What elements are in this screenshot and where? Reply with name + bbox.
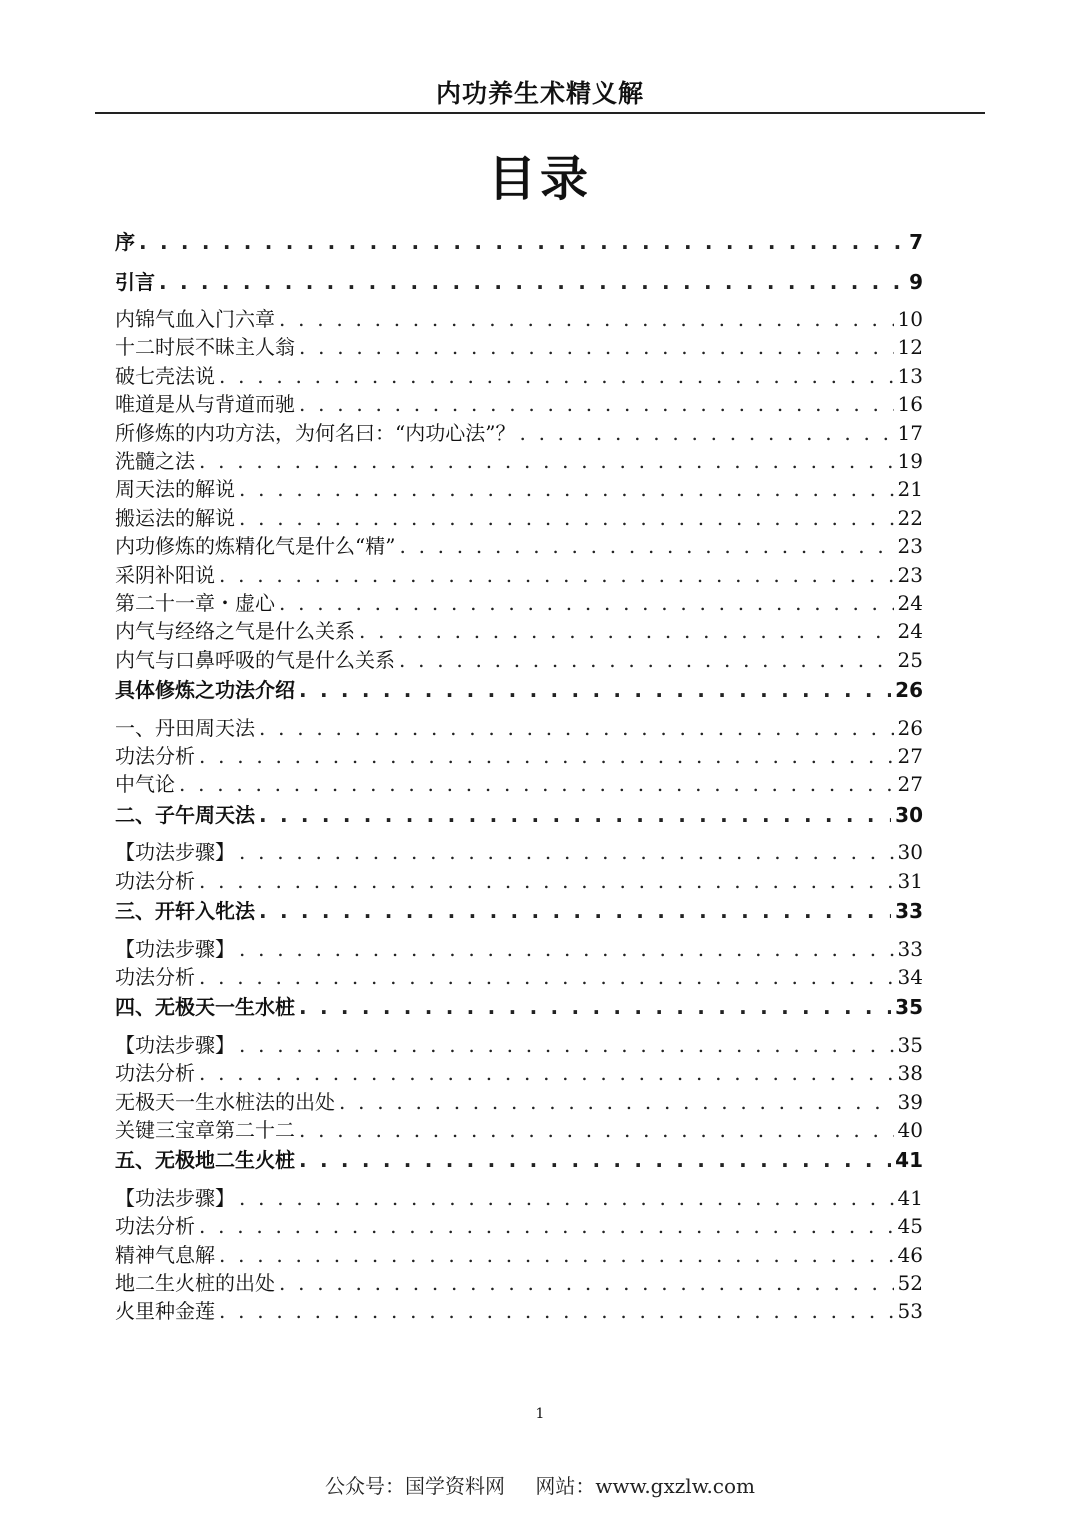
dot-leader xyxy=(259,895,891,927)
toc-entry-label: 周天法的解说 xyxy=(115,477,235,502)
toc-entry[interactable] xyxy=(115,1031,923,1059)
dot-leader xyxy=(299,1116,894,1144)
header-divider xyxy=(95,112,985,114)
toc-entry-page: 35 xyxy=(895,995,923,1020)
dot-leader xyxy=(279,589,894,617)
toc-entry-page: 9 xyxy=(909,269,923,294)
toc-entry-page: 27 xyxy=(897,743,923,768)
toc-entry-page: 35 xyxy=(897,1032,923,1057)
toc-entry-page: 45 xyxy=(897,1214,923,1239)
toc-entry-page: 27 xyxy=(897,772,923,797)
dot-leader xyxy=(259,799,891,831)
dot-leader xyxy=(219,362,894,390)
toc-entry-page: 23 xyxy=(897,562,923,587)
toc-entry-label: 中气论 xyxy=(115,772,175,797)
dot-leader xyxy=(299,674,891,706)
toc-entry-page: 38 xyxy=(897,1061,923,1086)
dot-leader xyxy=(199,867,894,895)
toc-entry-label: 【功法步骤】 xyxy=(115,936,235,961)
toc-entry-page: 41 xyxy=(895,1148,923,1173)
dot-leader xyxy=(359,617,894,645)
toc-entry[interactable] xyxy=(115,838,923,866)
toc-entry[interactable] xyxy=(115,799,923,839)
toc-entry-page: 24 xyxy=(897,590,923,615)
toc-entry-label: 三、开轩入牝法 xyxy=(115,899,255,924)
dot-leader xyxy=(519,419,893,447)
toc-entry-page: 33 xyxy=(897,936,923,961)
toc-entry[interactable] xyxy=(115,532,923,560)
toc-entry-label: 唯道是从与背道而驰 xyxy=(115,392,295,417)
dot-leader xyxy=(139,226,905,258)
toc-entry-label: 十二时辰不昧主人翁 xyxy=(115,335,295,360)
toc-entry[interactable] xyxy=(115,935,923,963)
toc-entry-page: 17 xyxy=(897,420,923,445)
toc-entry-label: 内气与口鼻呼吸的气是什么关系 xyxy=(115,647,395,672)
toc-entry[interactable] xyxy=(115,867,923,895)
toc-entry-label: 采阴补阳说 xyxy=(115,562,215,587)
toc-entry[interactable] xyxy=(115,589,923,617)
toc-entry-label: 引言 xyxy=(115,269,155,294)
toc-entry[interactable] xyxy=(115,1088,923,1116)
toc-entry[interactable] xyxy=(115,447,923,475)
toc-entry-page: 53 xyxy=(897,1299,923,1324)
toc-entry-page: 30 xyxy=(895,802,923,827)
toc-entry-label: 无极天一生水桩法的出处 xyxy=(115,1089,335,1114)
toc-entry[interactable] xyxy=(115,991,923,1031)
toc-entry-page: 34 xyxy=(897,964,923,989)
toc-entry-label: 序 xyxy=(115,230,135,254)
page-number: 1 xyxy=(535,1406,545,1422)
toc-entry-label: 二、子午周天法 xyxy=(115,802,255,827)
footer-website: 网站：www.gxzlw.com xyxy=(535,1474,756,1498)
dot-leader xyxy=(159,266,905,298)
dot-leader xyxy=(279,1269,894,1297)
dot-leader xyxy=(199,447,894,475)
dot-leader xyxy=(399,646,894,674)
toc-entry[interactable] xyxy=(115,390,923,418)
footer xyxy=(0,1470,1080,1499)
toc-entry[interactable] xyxy=(115,617,923,645)
toc-entry-page: 52 xyxy=(897,1271,923,1296)
toc-entry-page: 23 xyxy=(897,534,923,559)
dot-leader xyxy=(219,1297,894,1325)
toc-entry-label: 所修炼的内功方法，为何名曰：“内功心法”？ xyxy=(115,420,516,445)
toc-entry[interactable] xyxy=(115,1116,923,1144)
toc-entry-label: 精神气息解 xyxy=(115,1242,215,1267)
footer-wechat: 公众号：国学资料网 xyxy=(324,1474,505,1498)
toc-entry-page: 26 xyxy=(897,715,923,740)
toc-entry[interactable] xyxy=(115,1059,923,1087)
toc-entry-page: 46 xyxy=(897,1242,923,1267)
toc-entry-label: 【功法步骤】 xyxy=(115,840,235,865)
toc-entry[interactable] xyxy=(115,305,923,333)
toc-entry[interactable] xyxy=(115,419,923,447)
toc-entry-label: 搬运法的解说 xyxy=(115,505,235,530)
toc-entry-page: 26 xyxy=(895,678,923,703)
dot-leader xyxy=(299,333,894,361)
table-of-contents xyxy=(115,226,923,1326)
toc-entry-page: 40 xyxy=(897,1117,923,1142)
toc-entry[interactable] xyxy=(115,504,923,532)
toc-entry[interactable] xyxy=(115,1297,923,1325)
toc-entry[interactable] xyxy=(115,714,923,742)
toc-entry-label: 一、丹田周天法 xyxy=(115,715,255,740)
toc-entry-page: 31 xyxy=(897,868,923,893)
toc-entry-page: 10 xyxy=(897,307,923,331)
toc-entry-label: 功法分析 xyxy=(115,743,195,768)
toc-entry-page: 12 xyxy=(897,335,923,360)
dot-leader xyxy=(239,838,894,866)
dot-leader xyxy=(299,991,891,1023)
toc-entry[interactable] xyxy=(115,1212,923,1240)
toc-entry-page: 19 xyxy=(897,448,923,473)
toc-entry-label: 关键三宝章第二十二 xyxy=(115,1117,295,1142)
toc-entry[interactable] xyxy=(115,674,923,714)
dot-leader xyxy=(199,963,894,991)
toc-entry-label: 内气与经络之气是什么关系 xyxy=(115,619,355,644)
dot-leader xyxy=(239,475,894,503)
dot-leader xyxy=(399,532,893,560)
toc-entry[interactable] xyxy=(115,561,923,589)
dot-leader xyxy=(339,1088,894,1116)
toc-entry[interactable] xyxy=(115,1184,923,1212)
dot-leader xyxy=(239,1031,894,1059)
toc-entry-page: 39 xyxy=(897,1089,923,1114)
toc-entry-page: 21 xyxy=(897,477,923,502)
dot-leader xyxy=(279,305,894,333)
toc-entry-page: 7 xyxy=(909,230,923,254)
toc-entry-label: 功法分析 xyxy=(115,1061,195,1086)
toc-entry[interactable] xyxy=(115,895,923,935)
dot-leader xyxy=(199,1059,894,1087)
dot-leader xyxy=(239,935,894,963)
dot-leader xyxy=(299,1144,891,1176)
toc-entry-label: 具体修炼之功法介绍 xyxy=(115,678,295,703)
toc-entry-label: 五、无极地二生火桩 xyxy=(115,1148,295,1173)
toc-entry-page: 41 xyxy=(897,1185,923,1210)
toc-entry-label: 功法分析 xyxy=(115,868,195,893)
toc-entry[interactable] xyxy=(115,770,923,798)
toc-entry[interactable] xyxy=(115,1241,923,1269)
dot-leader xyxy=(199,742,894,770)
toc-entry[interactable] xyxy=(115,475,923,503)
toc-entry-page: 30 xyxy=(897,840,923,865)
toc-entry-label: 内锦气血入门六章 xyxy=(115,307,275,331)
toc-entry-page: 22 xyxy=(897,505,923,530)
toc-entry[interactable] xyxy=(115,266,923,306)
toc-entry-page: 24 xyxy=(897,619,923,644)
toc-entry[interactable] xyxy=(115,963,923,991)
dot-leader xyxy=(219,561,894,589)
toc-entry-label: 破七壳法说 xyxy=(115,363,215,388)
toc-entry[interactable] xyxy=(115,1269,923,1297)
toc-entry-label: 洗髓之法 xyxy=(115,448,195,473)
dot-leader xyxy=(239,1184,894,1212)
toc-entry-page: 33 xyxy=(895,899,923,924)
toc-entry-label: 四、无极天一生水桩 xyxy=(115,995,295,1020)
toc-entry-label: 内功修炼的炼精化气是什么“精” xyxy=(115,534,396,559)
dot-leader xyxy=(239,504,894,532)
toc-entry-label: 【功法步骤】 xyxy=(115,1185,235,1210)
toc-entry[interactable] xyxy=(115,646,923,674)
toc-entry-page: 13 xyxy=(897,363,923,388)
toc-entry-page: 25 xyxy=(897,647,923,672)
toc-entry-label: 火里种金莲 xyxy=(115,1299,215,1324)
toc-entry-label: 【功法步骤】 xyxy=(115,1032,235,1057)
toc-entry-label: 功法分析 xyxy=(115,1214,195,1239)
dot-leader xyxy=(179,770,894,798)
dot-leader xyxy=(199,1212,894,1240)
toc-entry[interactable] xyxy=(115,742,923,770)
toc-entry[interactable] xyxy=(115,226,923,266)
dot-leader xyxy=(219,1241,894,1269)
running-header: 内功养生术精义解 xyxy=(435,79,644,108)
dot-leader xyxy=(299,390,894,418)
toc-title: 目录 xyxy=(487,151,592,207)
dot-leader xyxy=(259,714,894,742)
toc-entry[interactable] xyxy=(115,333,923,361)
toc-entry-label: 第二十一章・虚心 xyxy=(115,590,275,615)
toc-entry[interactable] xyxy=(115,1144,923,1184)
toc-entry[interactable] xyxy=(115,362,923,390)
toc-entry-label: 地二生火桩的出处 xyxy=(115,1271,275,1296)
toc-entry-page: 16 xyxy=(897,392,923,417)
toc-entry-label: 功法分析 xyxy=(115,964,195,989)
